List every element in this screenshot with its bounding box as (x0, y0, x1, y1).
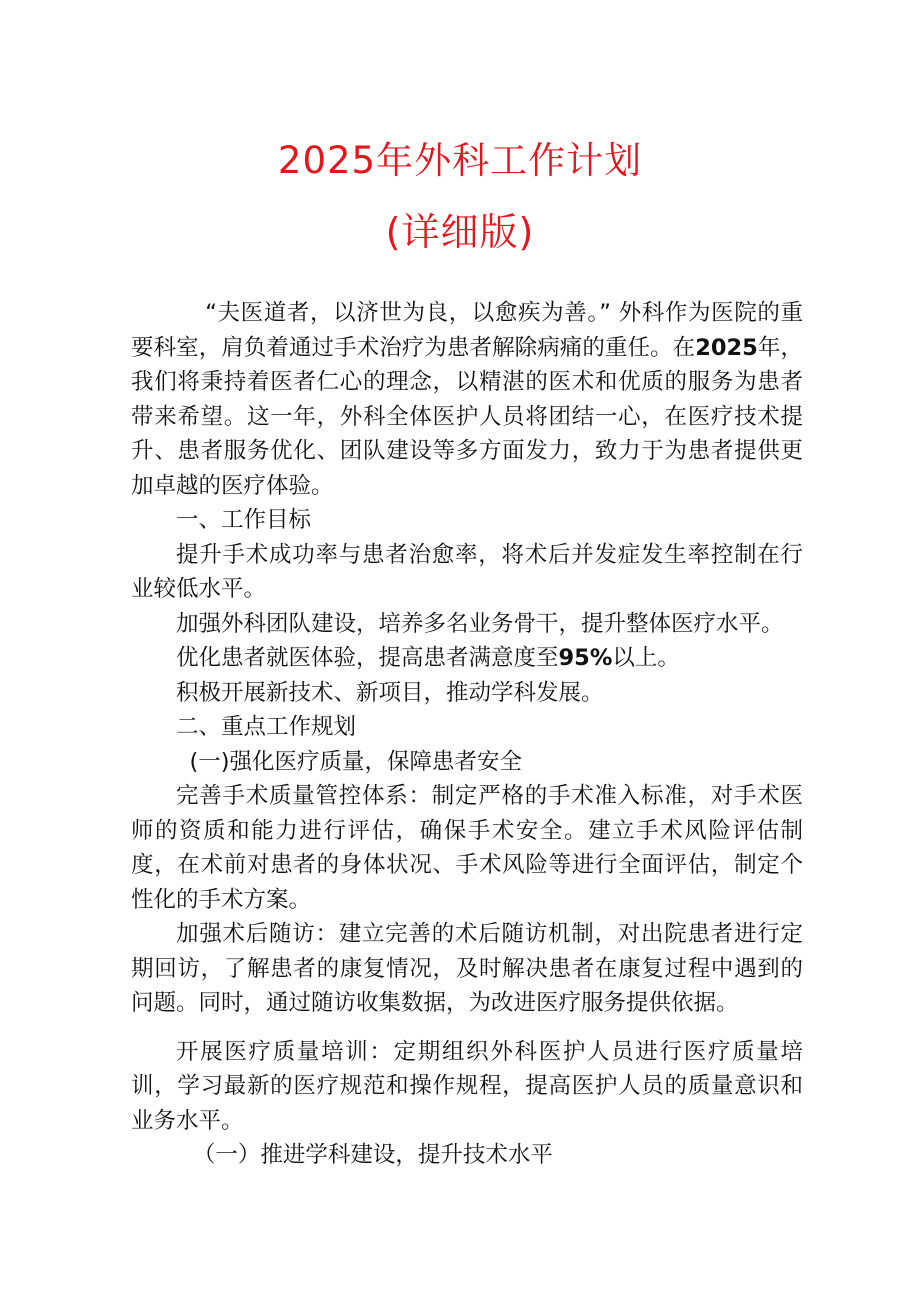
document-title: 2025年外科工作计划 (277, 139, 643, 182)
sub-heading-quality: (一)强化医疗质量，保障患者安全 (189, 748, 523, 775)
goal-3-text-a: 优化患者就医体验，提高患者满意度至 (176, 645, 559, 671)
goal-3-percentage: 95% (558, 645, 613, 671)
intro-text-b: 年，我们将秉持着医者仁心的理念，以精湛的医术和优质的服务为患者带来希望。这一年，外科全体医护人员将团结一心，在医疗技术提升、患者服务优化、团队建设等多方面发力，致力于为患者提供更加卓越的医疗体验。 (131, 334, 803, 499)
goal-3-text-b: 以上。 (612, 645, 680, 671)
document-subtitle: (详细版) (385, 210, 535, 254)
intro-paragraph (131, 296, 803, 503)
sub-heading-discipline: （一）推进学科建设，提升技术水平 (192, 1142, 553, 1168)
intro-year: 2025 (695, 334, 758, 361)
plan-item: 完善手术质量管控体系：制定严格的手术准入标准，对手术医师的资质和能力进行评估，确保手术安全。建立手术风险评估制度，在术前对患者的身体状况、手术风险等进行全面评估，制定个性化的手术方案。 (131, 783, 803, 913)
plan-item: 加强术后随访：建立完善的术后随访机制，对出院患者进行定期回访，了解患者的康复情况，及时解决患者在康复过程中遇到的问题。同时，通过随访收集数据，为改进医疗服务提供依据。 (131, 921, 803, 1016)
goal-item: 提升手术成功率与患者治愈率，将术后并发症发生率控制在行业较低水平。 (131, 541, 803, 602)
plan-item: 开展医疗质量培训：定期组织外科医护人员进行医疗质量培训，学习最新的医疗规范和操作规程，提高医护人员的质量意识和业务水平。 (131, 1038, 803, 1134)
section-heading-goals: 一、工作目标 (176, 507, 312, 533)
document-body (131, 296, 803, 1173)
goal-item: 加强外科团队建设，培养多名业务骨干，提升整体医疗水平。 (176, 610, 784, 637)
goal-item (131, 641, 803, 676)
section-heading-plan: 二、重点工作规划 (176, 714, 357, 740)
intro-text-a: “夫医道者，以济世为良，以愈疾为善。” 外科作为医院的重要科室，肩负着通过手术治疗为患者解除病痛的重任。在 (131, 300, 803, 361)
goal-item: 积极开展新技术、新项目，推动学科发展。 (176, 679, 604, 706)
